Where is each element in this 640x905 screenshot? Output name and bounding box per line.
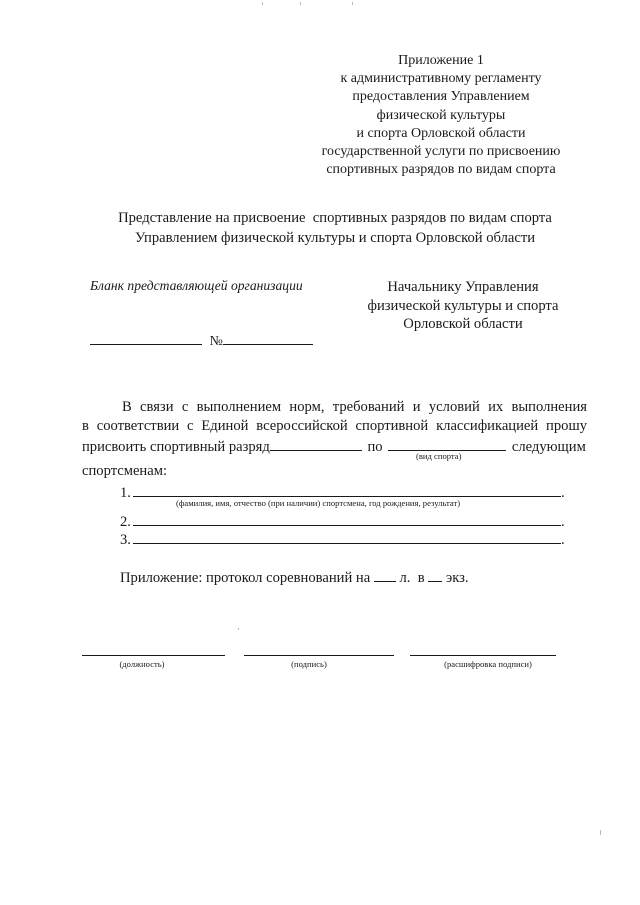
copies-field[interactable] (428, 566, 442, 582)
document-title (60, 208, 610, 248)
addressee-line: физической культуры и спорта (367, 297, 559, 314)
appendix-line: к административному регламенту (340, 71, 542, 87)
row-period: . (560, 514, 565, 530)
position-caption: (должность) (119, 659, 165, 669)
assign-rank-text: присвоить спортивный разряд (82, 439, 270, 455)
appendix-line: Приложение 1 (398, 53, 484, 68)
attachment-prefix: Приложение: протокол соревнований на (120, 570, 371, 586)
scan-speck (300, 2, 301, 5)
appendix-line: спортивных разрядов по видам спорта (326, 162, 556, 178)
sheets-field[interactable] (374, 566, 396, 582)
appendix-line: государственной услуги по присвоению (321, 144, 561, 160)
athlete-number: 2. (120, 514, 131, 530)
copies-label: экз. (445, 570, 469, 586)
preposition-po: по (367, 439, 383, 455)
row-period: . (560, 485, 565, 501)
row-period: . (560, 532, 565, 548)
decoding-caption: (расшифровка подписи) (444, 659, 532, 669)
scan-speck (262, 2, 263, 5)
addressee-line: Начальнику Управления (387, 279, 539, 295)
appendix-header (300, 52, 582, 179)
scan-speck (352, 2, 353, 5)
athlete-caption: (фамилия, имя, отчество (при наличии) спортсмена, год рождения, результат) (176, 498, 461, 508)
paragraph-line-3 (82, 435, 587, 457)
sport-field[interactable] (388, 435, 506, 451)
athletes-label: спортсменам: (82, 463, 168, 479)
number-sign: № (209, 334, 223, 349)
athlete-number: 1. (120, 485, 131, 501)
paragraph-line-1: В связи с выполнением норм, требований и условий их выполнения (122, 399, 587, 415)
paragraph-line-2: в соответствии с Единой всероссийской спортивной классификацией прошу (82, 417, 587, 434)
date-number-line (90, 329, 313, 350)
addressee-block (338, 278, 588, 334)
athlete-field-3[interactable] (133, 528, 561, 544)
appendix-line: предоставления Управлением (352, 89, 530, 105)
athlete-number: 3. (120, 532, 131, 548)
rank-field[interactable] (270, 435, 362, 451)
signature-caption: (подпись) (291, 659, 327, 669)
title-line-2: Управлением физической культуры и спорта Орловской области (134, 230, 536, 246)
following-text: следующим (511, 439, 586, 455)
title-line-1: Представление на присвоение спортивных разрядов по видам спорта (118, 210, 552, 226)
appendix-line: и спорта Орловской области (356, 125, 526, 141)
addressee-line: Орловской области (403, 316, 523, 332)
date-field[interactable] (90, 329, 202, 345)
number-field[interactable] (223, 329, 313, 345)
athlete-row-3 (120, 528, 565, 549)
organization-blank-label: Бланк представляющей организации (90, 278, 303, 293)
scan-speck (238, 628, 239, 630)
appendix-line: физической культуры (376, 107, 506, 123)
position-line[interactable] (82, 654, 225, 656)
scan-speck (600, 830, 601, 835)
request-paragraph (82, 398, 587, 457)
decoding-line[interactable] (410, 654, 556, 656)
athlete-field-1[interactable] (133, 481, 561, 497)
attachment-line (120, 566, 469, 587)
athlete-field-2[interactable] (133, 510, 561, 526)
signature-line[interactable] (244, 654, 394, 656)
sheets-label: л. в (399, 570, 425, 586)
sport-caption: (вид спорта) (416, 451, 462, 461)
